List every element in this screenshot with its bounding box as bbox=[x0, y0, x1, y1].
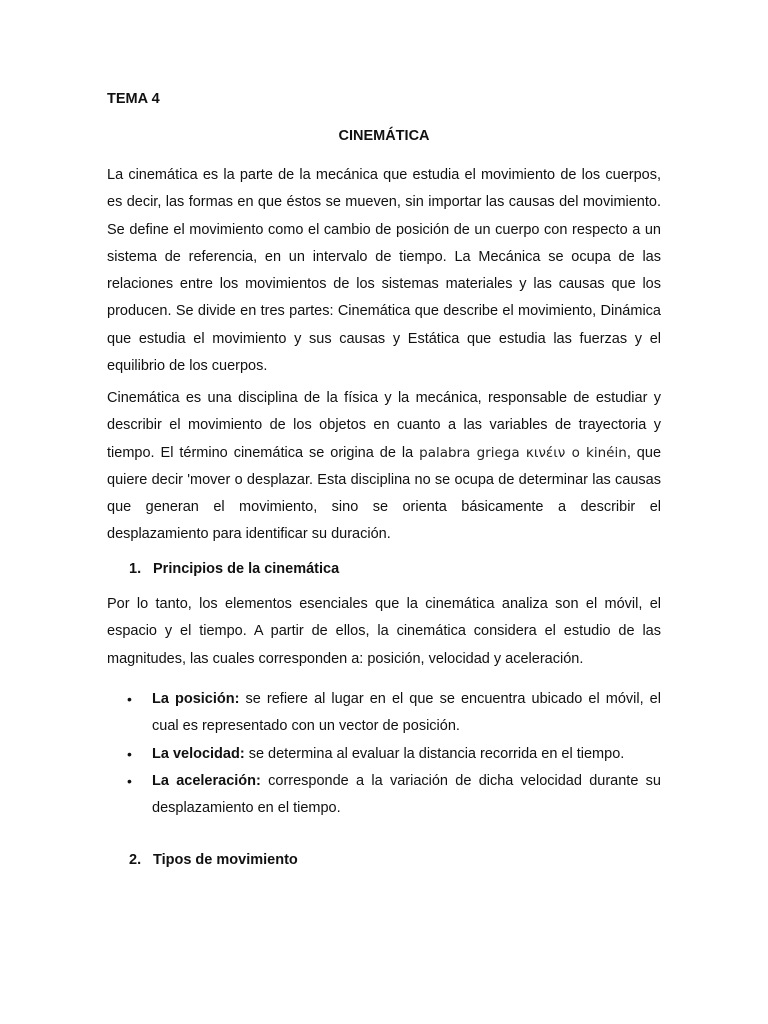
magnitudes-list bbox=[107, 686, 661, 822]
section-number: 2. bbox=[129, 852, 142, 868]
section-number: 1. bbox=[129, 561, 142, 577]
list-item-velocity bbox=[107, 741, 661, 768]
document-title: CINEMÁTICA bbox=[338, 128, 430, 144]
list-item-term: La aceleración: bbox=[152, 772, 261, 789]
list-item-term: La velocidad: bbox=[152, 745, 245, 762]
list-item-term: La posición: bbox=[152, 691, 240, 707]
list-item-acceleration bbox=[107, 768, 661, 823]
list-item-text: se determina al evaluar la distancia recorrida en el tiempo. bbox=[244, 745, 625, 762]
section-heading-movement-types bbox=[129, 852, 298, 868]
topic-label: TEMA 4 bbox=[107, 91, 160, 107]
list-item-text: corresponde a la variación de dicha velocidad durante su desplazamiento en el tiempo. bbox=[152, 772, 661, 817]
section-heading-principles bbox=[129, 561, 339, 577]
list-item-text: se refiere al lugar en el que se encuentra ubicado el móvil, el cual es representado con un vector de posición. bbox=[152, 691, 661, 735]
paragraph-principles: Por lo tanto, los elementos esenciales que la cinemática analiza son el móvil, el espacio y el tiempo. A partir de ellos, la cinemática considera el estudio de las magnitudes, las cuales corresponden a: posición, velocidad y aceleración. bbox=[107, 596, 661, 667]
bullet-marker: • bbox=[127, 745, 132, 762]
section-title: Principios de la cinemática bbox=[153, 561, 340, 577]
section-title: Tipos de movimiento bbox=[153, 852, 298, 868]
paragraph-definition-text-end: , que quiere decir 'mover o desplazar. Esta disciplina no se ocupa de determinar las causas que generan el movimiento, sino se orienta básicamente a describir el desplazamiento para identificar su duración. bbox=[107, 444, 662, 543]
list-item-position bbox=[107, 686, 661, 741]
bullet-marker: • bbox=[127, 691, 132, 707]
document-page bbox=[107, 0, 661, 1024]
bullet-marker: • bbox=[127, 772, 132, 789]
paragraph-definition bbox=[107, 385, 661, 549]
greek-term: palabra griega κινέιν o kinéin bbox=[419, 444, 627, 461]
paragraph-definition-text-start: Cinemática es una disciplina de la física y la mecánica, responsable de estudiar y describir el movimiento de los objetos en cuanto a las variables de trayectoria y tiempo. El término cinemática se origina de la bbox=[107, 390, 661, 461]
paragraph-intro: La cinemática es la parte de la mecánica que estudia el movimiento de los cuerpos, es decir, las formas en que éstos se mueven, sin importar las causas del movimiento. Se define el movimiento como el cambio de posición de un cuerpo con respecto a un sistema de referencia, en un intervalo de tiempo. La Mecánica se ocupa de las relaciones entre los movimientos de los sistemas materiales y las causas que los producen. Se divide en tres partes: Cinemática que describe el movimiento, Dinámica que estudia el movimiento y sus causas y Estática que estudia las fuerzas y el equilibrio de los cuerpos. bbox=[107, 167, 661, 375]
